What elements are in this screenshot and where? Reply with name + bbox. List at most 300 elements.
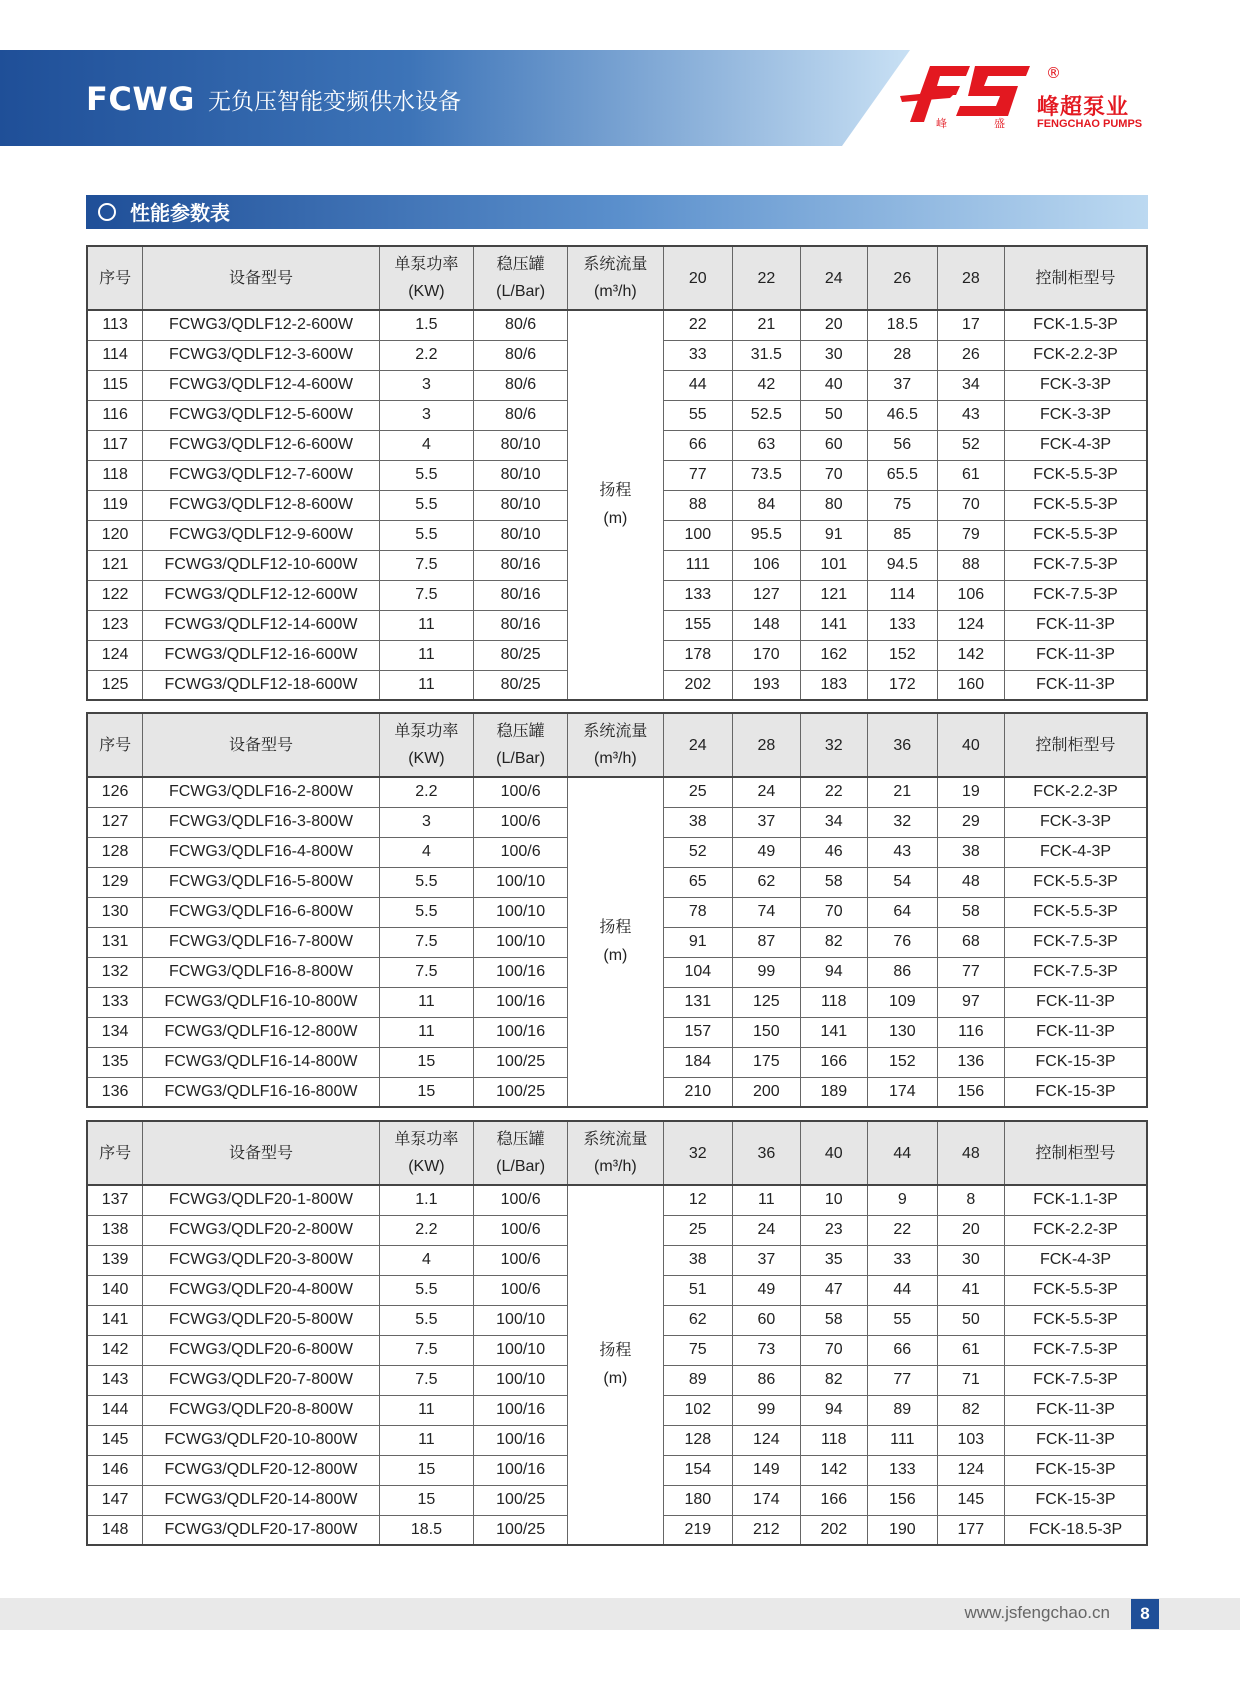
col-header-tank: [474, 1121, 568, 1185]
cell-head-value: 99: [733, 957, 800, 987]
cell-head-value: 38: [937, 837, 1004, 867]
cell-head-value: 141: [800, 610, 867, 640]
col-header-tank: [474, 713, 568, 777]
cell-no: 127: [87, 807, 143, 837]
table-row: [87, 1185, 1147, 1215]
cell-head-value: 101: [800, 550, 867, 580]
cell-power: 1.1: [379, 1185, 473, 1215]
cell-no: 122: [87, 580, 143, 610]
cell-head-value: 149: [733, 1455, 800, 1485]
section-bar: [86, 195, 1148, 229]
cell-tank: 100/6: [474, 837, 568, 867]
cell-head-value: 118: [800, 1425, 867, 1455]
cell-power: 7.5: [379, 927, 473, 957]
cell-head-value: 202: [663, 670, 733, 700]
cell-tank: 100/16: [474, 1017, 568, 1047]
cell-cabinet: FCK-5.5-3P: [1005, 460, 1147, 490]
cell-head-value: 52: [937, 430, 1004, 460]
table-header-row: [87, 713, 1147, 777]
col-header-flow-value: 24: [800, 246, 867, 310]
cell-head-value: 157: [663, 1017, 733, 1047]
cell-no: 124: [87, 640, 143, 670]
cell-head-value: 73.5: [733, 460, 800, 490]
cell-head-value: 89: [868, 1395, 938, 1425]
col-header-flow-value: 40: [800, 1121, 867, 1185]
head-unit: (m): [603, 510, 628, 527]
col-header-flow-value: 32: [663, 1121, 733, 1185]
cell-tank: 80/6: [474, 310, 568, 340]
col-header-flow-value: 48: [937, 1121, 1004, 1185]
product-name: 无负压智能变频供水设备: [208, 88, 461, 115]
cell-head-value: 175: [733, 1047, 800, 1077]
cell-power: 7.5: [379, 1335, 473, 1365]
cell-no: 120: [87, 520, 143, 550]
cell-head-value: 103: [937, 1425, 1004, 1455]
cell-head-value: 70: [800, 460, 867, 490]
cell-head-value: 193: [733, 670, 800, 700]
cell-head-value: 21: [733, 310, 800, 340]
cell-head-value: 43: [868, 837, 938, 867]
cell-cabinet: FCK-7.5-3P: [1005, 550, 1147, 580]
cell-head-value: 183: [800, 670, 867, 700]
cell-head-value: 102: [663, 1395, 733, 1425]
cell-cabinet: FCK-5.5-3P: [1005, 1305, 1147, 1335]
cell-head-value: 8: [937, 1185, 1004, 1215]
cell-head-value: 56: [868, 430, 938, 460]
cell-cabinet: FCK-3-3P: [1005, 400, 1147, 430]
cell-head-value: 124: [937, 1455, 1004, 1485]
cell-cabinet: FCK-15-3P: [1005, 1455, 1147, 1485]
col-header-flow-value: 36: [733, 1121, 800, 1185]
cell-head-value: 82: [800, 927, 867, 957]
cell-head-value: 100: [663, 520, 733, 550]
cell-cabinet: FCK-15-3P: [1005, 1047, 1147, 1077]
cell-head-value: 24: [733, 1215, 800, 1245]
cell-model: FCWG3/QDLF12-10-600W: [143, 550, 380, 580]
cell-power: 4: [379, 837, 473, 867]
col-header-tank-unit: (L/Bar): [496, 283, 546, 300]
cell-model: FCWG3/QDLF12-6-600W: [143, 430, 380, 460]
col-header-flow-value: 28: [937, 246, 1004, 310]
col-header-power-unit: (KW): [408, 1158, 445, 1175]
cell-model: FCWG3/QDLF20-5-800W: [143, 1305, 380, 1335]
cell-head-value: 77: [663, 460, 733, 490]
col-header-flow-value: 32: [800, 713, 867, 777]
cell-head-value: 42: [733, 370, 800, 400]
cell-tank: 100/6: [474, 1275, 568, 1305]
cell-head-value: 118: [800, 987, 867, 1017]
cell-head-value: 58: [800, 1305, 867, 1335]
page-number: 8: [1131, 1599, 1159, 1629]
cell-power: 5.5: [379, 867, 473, 897]
table-row: [87, 310, 1147, 340]
product-code: FCWG: [86, 80, 195, 118]
cell-head-value: 212: [733, 1515, 800, 1545]
cell-head-value: 85: [868, 520, 938, 550]
cell-tank: 100/10: [474, 867, 568, 897]
col-header-flow-unit: (m³/h): [594, 1158, 637, 1175]
brand-name-en: FENGCHAO PUMPS: [1037, 118, 1143, 130]
cell-head-value: 22: [868, 1215, 938, 1245]
cell-cabinet: FCK-5.5-3P: [1005, 490, 1147, 520]
cell-no: 143: [87, 1365, 143, 1395]
cell-head-value: 94.5: [868, 550, 938, 580]
cell-power: 11: [379, 610, 473, 640]
col-header-flow: [568, 713, 663, 777]
cell-head-value: 38: [663, 1245, 733, 1275]
cell-model: FCWG3/QDLF20-7-800W: [143, 1365, 380, 1395]
cell-power: 11: [379, 640, 473, 670]
col-header-tank-unit: (L/Bar): [496, 750, 546, 767]
cell-head-value: 24: [733, 777, 800, 807]
cell-head-value: 184: [663, 1047, 733, 1077]
cell-head-value: 33: [868, 1245, 938, 1275]
cell-head-value: 88: [663, 490, 733, 520]
cell-head-value: 106: [937, 580, 1004, 610]
cell-head-value: 47: [800, 1275, 867, 1305]
cell-head-value: 23: [800, 1215, 867, 1245]
cell-power: 4: [379, 1245, 473, 1275]
cell-head-value: 60: [733, 1305, 800, 1335]
cell-head-value: 86: [868, 957, 938, 987]
cell-head-value: 131: [663, 987, 733, 1017]
col-header-flow-value: 36: [868, 713, 938, 777]
cell-tank: 80/25: [474, 640, 568, 670]
logo-sub-left: 峰: [936, 117, 947, 130]
cell-power: 5.5: [379, 1305, 473, 1335]
cell-cabinet: FCK-7.5-3P: [1005, 1365, 1147, 1395]
cell-no: 121: [87, 550, 143, 580]
cell-tank: 100/16: [474, 1395, 568, 1425]
cell-head-value: 80: [800, 490, 867, 520]
cell-head-value: 46.5: [868, 400, 938, 430]
cell-head-value: 141: [800, 1017, 867, 1047]
cell-cabinet: FCK-15-3P: [1005, 1077, 1147, 1107]
col-header-power-unit: (KW): [408, 283, 445, 300]
cell-no: 146: [87, 1455, 143, 1485]
cell-model: FCWG3/QDLF12-14-600W: [143, 610, 380, 640]
cell-head-value: 95.5: [733, 520, 800, 550]
cell-head-value: 160: [937, 670, 1004, 700]
col-header-power-label: 单泵功率: [394, 1131, 459, 1148]
cell-no: 147: [87, 1485, 143, 1515]
col-header-power-unit: (KW): [408, 750, 445, 767]
cell-head-value: 178: [663, 640, 733, 670]
cell-model: FCWG3/QDLF16-8-800W: [143, 957, 380, 987]
cell-no: 139: [87, 1245, 143, 1275]
cell-no: 126: [87, 777, 143, 807]
cell-head-value: 170: [733, 640, 800, 670]
cell-cabinet: FCK-7.5-3P: [1005, 1335, 1147, 1365]
cell-head-value: 35: [800, 1245, 867, 1275]
cell-tank: 80/25: [474, 670, 568, 700]
cell-head-value: 70: [937, 490, 1004, 520]
cell-head-value: 61: [937, 1335, 1004, 1365]
cell-head-value: 32: [868, 807, 938, 837]
cell-no: 140: [87, 1275, 143, 1305]
cell-power: 7.5: [379, 1365, 473, 1395]
cell-no: 142: [87, 1335, 143, 1365]
cell-no: 136: [87, 1077, 143, 1107]
col-header-power-label: 单泵功率: [394, 723, 459, 740]
cell-power: 11: [379, 1395, 473, 1425]
cell-cabinet: FCK-11-3P: [1005, 670, 1147, 700]
cell-head-value: 54: [868, 867, 938, 897]
cell-head-value: 104: [663, 957, 733, 987]
cell-power: 3: [379, 400, 473, 430]
cell-head-value: 127: [733, 580, 800, 610]
cell-head-value: 79: [937, 520, 1004, 550]
cell-tank: 100/25: [474, 1077, 568, 1107]
cell-head-value: 51: [663, 1275, 733, 1305]
cell-power: 5.5: [379, 897, 473, 927]
cell-tank: 100/25: [474, 1047, 568, 1077]
cell-tank: 100/6: [474, 1215, 568, 1245]
performance-table-qdlf16: [86, 712, 1148, 1108]
cell-head-value: 21: [868, 777, 938, 807]
cell-head-value: 49: [733, 1275, 800, 1305]
cell-head-value: 124: [937, 610, 1004, 640]
cell-head-value: 124: [733, 1425, 800, 1455]
cell-head-value: 177: [937, 1515, 1004, 1545]
cell-head-value: 94: [800, 1395, 867, 1425]
head-label: 扬程: [599, 1342, 632, 1359]
section-circle-icon: [98, 203, 116, 221]
cell-tank: 80/6: [474, 400, 568, 430]
cell-head-value: 50: [800, 400, 867, 430]
cell-head-value: 152: [868, 640, 938, 670]
cell-power: 4: [379, 430, 473, 460]
cell-cabinet: FCK-5.5-3P: [1005, 897, 1147, 927]
cell-head-value: 48: [937, 867, 1004, 897]
cell-cabinet: FCK-5.5-3P: [1005, 867, 1147, 897]
col-header-model: 设备型号: [143, 246, 380, 310]
section-title: 性能参数表: [130, 201, 230, 225]
cell-cabinet: FCK-11-3P: [1005, 1017, 1147, 1047]
col-header-power: [379, 246, 473, 310]
cell-head-value: 58: [800, 867, 867, 897]
cell-no: 129: [87, 867, 143, 897]
cell-head-value: 162: [800, 640, 867, 670]
cell-head-value: 172: [868, 670, 938, 700]
cell-head-value: 68: [937, 927, 1004, 957]
cell-tank: 100/16: [474, 957, 568, 987]
cell-cabinet: FCK-7.5-3P: [1005, 927, 1147, 957]
cell-head-value: 65: [663, 867, 733, 897]
cell-head-value: 33: [663, 340, 733, 370]
table-row: [87, 777, 1147, 807]
cell-tank: 80/16: [474, 550, 568, 580]
cell-no: 117: [87, 430, 143, 460]
cell-power: 5.5: [379, 490, 473, 520]
cell-model: FCWG3/QDLF20-12-800W: [143, 1455, 380, 1485]
cell-head-value: 200: [733, 1077, 800, 1107]
cell-model: FCWG3/QDLF20-2-800W: [143, 1215, 380, 1245]
cell-head-value: 28: [868, 340, 938, 370]
cell-head-value: 189: [800, 1077, 867, 1107]
cell-head-value: 58: [937, 897, 1004, 927]
cell-no: 123: [87, 610, 143, 640]
cell-power: 3: [379, 370, 473, 400]
cell-power: 2.2: [379, 340, 473, 370]
cell-head-value: 133: [663, 580, 733, 610]
cell-no: 148: [87, 1515, 143, 1545]
cell-model: FCWG3/QDLF16-3-800W: [143, 807, 380, 837]
cell-model: FCWG3/QDLF12-2-600W: [143, 310, 380, 340]
cell-head-value: 148: [733, 610, 800, 640]
col-header-model: 设备型号: [143, 1121, 380, 1185]
cell-tank: 100/10: [474, 1305, 568, 1335]
cell-head-value: 130: [868, 1017, 938, 1047]
cell-tank: 100/10: [474, 1365, 568, 1395]
cell-head-value: 52: [663, 837, 733, 867]
cell-model: FCWG3/QDLF16-12-800W: [143, 1017, 380, 1047]
cell-head-value: 136: [937, 1047, 1004, 1077]
cell-head-value: 25: [663, 777, 733, 807]
cell-head-value: 62: [663, 1305, 733, 1335]
cell-model: FCWG3/QDLF12-3-600W: [143, 340, 380, 370]
col-header-cabinet: 控制柜型号: [1005, 1121, 1147, 1185]
cell-head-value: 121: [800, 580, 867, 610]
cell-cabinet: FCK-3-3P: [1005, 807, 1147, 837]
cell-tank: 100/16: [474, 987, 568, 1017]
cell-head-value: 66: [663, 430, 733, 460]
col-header-flow-value: 40: [937, 713, 1004, 777]
col-header-power: [379, 1121, 473, 1185]
cell-head-value: 43: [937, 400, 1004, 430]
cell-head-value: 219: [663, 1515, 733, 1545]
cell-head-label: [568, 777, 663, 1107]
col-header-power: [379, 713, 473, 777]
table-header-row: [87, 246, 1147, 310]
cell-cabinet: FCK-11-3P: [1005, 640, 1147, 670]
cell-tank: 100/6: [474, 1185, 568, 1215]
col-header-flow: [568, 1121, 663, 1185]
cell-cabinet: FCK-1.1-3P: [1005, 1185, 1147, 1215]
cell-head-value: 166: [800, 1047, 867, 1077]
cell-head-value: 111: [868, 1425, 938, 1455]
cell-model: FCWG3/QDLF12-18-600W: [143, 670, 380, 700]
cell-power: 2.2: [379, 777, 473, 807]
cell-model: FCWG3/QDLF12-12-600W: [143, 580, 380, 610]
col-header-flow-value: 44: [868, 1121, 938, 1185]
cell-no: 138: [87, 1215, 143, 1245]
cell-model: FCWG3/QDLF12-4-600W: [143, 370, 380, 400]
cell-head-value: 52.5: [733, 400, 800, 430]
cell-head-value: 142: [937, 640, 1004, 670]
cell-head-value: 87: [733, 927, 800, 957]
cell-head-value: 9: [868, 1185, 938, 1215]
cell-model: FCWG3/QDLF12-7-600W: [143, 460, 380, 490]
cell-head-value: 145: [937, 1485, 1004, 1515]
cell-head-value: 91: [663, 927, 733, 957]
cell-model: FCWG3/QDLF16-6-800W: [143, 897, 380, 927]
cell-no: 114: [87, 340, 143, 370]
cell-head-value: 174: [733, 1485, 800, 1515]
cell-head-value: 22: [663, 310, 733, 340]
cell-cabinet: FCK-11-3P: [1005, 1425, 1147, 1455]
cell-head-label: [568, 1185, 663, 1545]
cell-cabinet: FCK-2.2-3P: [1005, 1215, 1147, 1245]
cell-head-value: 37: [868, 370, 938, 400]
cell-no: 116: [87, 400, 143, 430]
cell-head-value: 30: [800, 340, 867, 370]
cell-model: FCWG3/QDLF20-1-800W: [143, 1185, 380, 1215]
cell-tank: 80/10: [474, 460, 568, 490]
cell-head-value: 30: [937, 1245, 1004, 1275]
col-header-flow: [568, 246, 663, 310]
header-title: [86, 80, 461, 118]
cell-model: FCWG3/QDLF20-8-800W: [143, 1395, 380, 1425]
cell-head-value: 60: [800, 430, 867, 460]
cell-head-value: 111: [663, 550, 733, 580]
cell-head-value: 142: [800, 1455, 867, 1485]
cell-cabinet: FCK-11-3P: [1005, 987, 1147, 1017]
footer-url: www.jsfengchao.cn: [964, 1603, 1110, 1622]
cell-head-value: 46: [800, 837, 867, 867]
cell-head-value: 114: [868, 580, 938, 610]
cell-head-value: 75: [663, 1335, 733, 1365]
cell-cabinet: FCK-5.5-3P: [1005, 520, 1147, 550]
cell-power: 1.5: [379, 310, 473, 340]
registered-mark: ®: [1046, 64, 1061, 82]
cell-tank: 100/16: [474, 1425, 568, 1455]
cell-head-value: 156: [937, 1077, 1004, 1107]
cell-no: 132: [87, 957, 143, 987]
cell-cabinet: FCK-1.5-3P: [1005, 310, 1147, 340]
cell-model: FCWG3/QDLF12-5-600W: [143, 400, 380, 430]
cell-head-value: 116: [937, 1017, 1004, 1047]
cell-head-value: 94: [800, 957, 867, 987]
col-header-no: 序号: [87, 1121, 143, 1185]
fs-logo-mark: [900, 60, 1050, 130]
cell-head-value: 86: [733, 1365, 800, 1395]
col-header-tank: [474, 246, 568, 310]
cell-no: 131: [87, 927, 143, 957]
cell-head-value: 50: [937, 1305, 1004, 1335]
cell-head-value: 49: [733, 837, 800, 867]
cell-head-value: 22: [800, 777, 867, 807]
cell-head-value: 174: [868, 1077, 938, 1107]
col-header-flow-unit: (m³/h): [594, 283, 637, 300]
cell-power: 5.5: [379, 460, 473, 490]
cell-model: FCWG3/QDLF16-5-800W: [143, 867, 380, 897]
cell-cabinet: FCK-2.2-3P: [1005, 340, 1147, 370]
cell-cabinet: FCK-7.5-3P: [1005, 957, 1147, 987]
cell-model: FCWG3/QDLF16-2-800W: [143, 777, 380, 807]
cell-head-value: 18.5: [868, 310, 938, 340]
cell-no: 119: [87, 490, 143, 520]
cell-no: 115: [87, 370, 143, 400]
head-label: 扬程: [599, 482, 632, 499]
cell-no: 128: [87, 837, 143, 867]
cell-no: 130: [87, 897, 143, 927]
cell-head-value: 84: [733, 490, 800, 520]
col-header-model: 设备型号: [143, 713, 380, 777]
cell-head-value: 63: [733, 430, 800, 460]
table-header-row: [87, 1121, 1147, 1185]
cell-power: 3: [379, 807, 473, 837]
cell-power: 18.5: [379, 1515, 473, 1545]
cell-tank: 80/6: [474, 340, 568, 370]
cell-no: 141: [87, 1305, 143, 1335]
cell-model: FCWG3/QDLF16-10-800W: [143, 987, 380, 1017]
cell-head-value: 75: [868, 490, 938, 520]
cell-head-value: 70: [800, 1335, 867, 1365]
cell-head-value: 55: [868, 1305, 938, 1335]
head-label: 扬程: [599, 919, 632, 936]
cell-head-value: 73: [733, 1335, 800, 1365]
